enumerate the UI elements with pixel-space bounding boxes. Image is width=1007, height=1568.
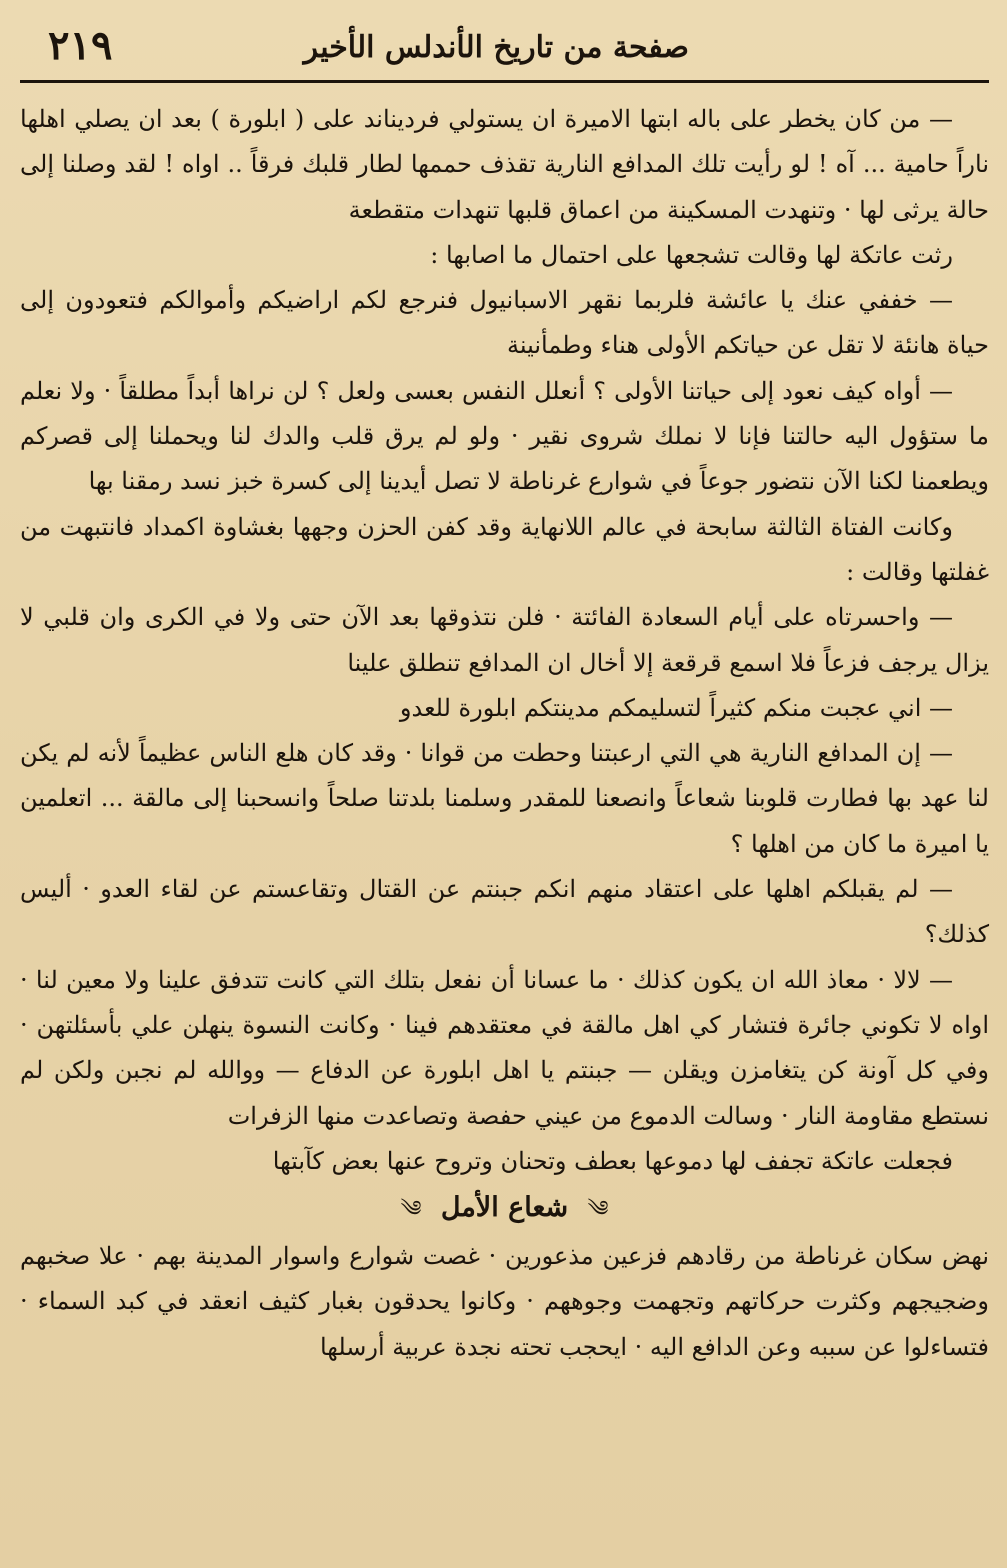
body-text	[20, 97, 989, 1184]
paragraph: وكانت الفتاة الثالثة سابحة في عالم اللانهاية وقد كفن الحزن وجهها بغشاوة اكمداد فانتبهت من غفلتها وقالت :	[20, 512, 989, 586]
section-heading	[20, 1184, 989, 1234]
paragraph: — أواه كيف نعود إلى حياتنا الأولى ؟ أنعلل النفس بعسى ولعل ؟ لن نراها أبداً مطلقاً · ولا نعلم ما ستؤول اليه حالتنا فإنا لا نملك شروى نقير · ولو لم يرق قلب والدك لنا ويحملنا إلى قصركم ويطعمنا لكنا الآن نتضور جوعاً في شوارع غرناطة لا تصل أيدينا إلى كسرة خبز نسد رمقنا بها	[20, 376, 989, 496]
page-number: ٢١٩	[48, 22, 113, 69]
paragraph: نهض سكان غرناطة من رقادهم فزعين مذعورين · غصت شوارع واسوار المدينة بهم · علا صخبهم وضجيجهم وكثرت حركاتهم وتجهمت وجوههم · وكانوا يحدقون بغبار كثيف انعقد في كبد السماء · فتساءلوا عن سببه وعن الدافع اليه · ايحجب تحته نجدة عربية أرسلها	[20, 1242, 990, 1361]
ornament-left-icon: ༄	[400, 1197, 422, 1223]
paragraph: — اني عجبت منكم كثيراً لتسليمكم مدينتكم ابلورة للعدو	[399, 693, 953, 722]
paragraph: — إن المدافع النارية هي التي ارعبتنا وحطت من قوانا · وقد كان هلع الناس عظيماً لأنه لم يكن لنا عهد بها فطارت قلوبنا شعاعاً وانصعنا للمقدر وسلمنا بلدتنا صلحاً وانسحبنا إلى مالقة ... اتعلمين يا اميرة ما كان من اهلها ؟	[20, 739, 989, 858]
paragraph: — واحسرتاه على أيام السعادة الفائتة · فلن نتذوقها بعد الآن حتى ولا في الكرى وان قلبي لا يزال يرجف فزعاً فلا اسمع قرقعة إلا أخال ان المدافع تنطلق علينا	[20, 603, 989, 677]
paragraph: فجعلت عاتكة تجفف لها دموعها بعطف وتحنان وتروح عنها بعض كآبتها	[272, 1146, 953, 1175]
paragraph: — من كان يخطر على باله ابتها الاميرة ان يستولي فرديناند على ( ابلورة ) بعد ان يصلي اهلها ناراً حامية ... آه ! لو رأيت تلك المدافع النارية تقذف حممها لطار قلبك فرقاً .. اواه ! لقد وصلنا إلى حالة يرثى لها · وتنهدت المسكينة من اعماق قلبها تنهدات متقطعة	[20, 105, 989, 224]
paragraph: — خففي عنك يا عائشة فلربما نقهر الاسبانيول فنرجع لكم اراضيكم وأموالكم فتعودون إلى حياة هانئة لا تقل عن حياتكم الأولى هناء وطمأنينة	[20, 286, 989, 360]
ornament-right-icon: ༄	[587, 1197, 609, 1223]
page-title: صفحة من تاريخ الأندلس الأخير	[303, 30, 689, 65]
section-title: شعاع الأمل	[440, 1192, 569, 1224]
paragraph: — لم يقبلكم اهلها على اعتقاد منهم انكم جبنتم عن القتال وتقاعستم عن لقاء العدو · أليس كذلك؟	[20, 875, 989, 949]
paragraph: — لالا · معاذ الله ان يكون كذلك · ما عسانا أن نفعل بتلك التي كانت تتدفق علينا ولا معين لنا · اواه لا تكوني جائرة فتشار كي اهل مالقة في معتقدهم فينا · وكانت النسوة ينهلن علي بأسئلتهن · وفي كل آونة كن يتغامزن ويقلن — جبنتم يا اهل ابلورة عن الدفاع — ووالله لم نجبن ولكن لم نستطع مقاومة النار · وسالت الدموع من عيني حفصة وتصاعدت منها الزفرات	[20, 965, 989, 1130]
paragraph: رثت عاتكة لها وقالت تشجعها على احتمال ما اصابها :	[430, 240, 953, 269]
page-header	[20, 18, 989, 76]
header-rule	[20, 80, 989, 83]
closing-text	[20, 1234, 989, 1370]
